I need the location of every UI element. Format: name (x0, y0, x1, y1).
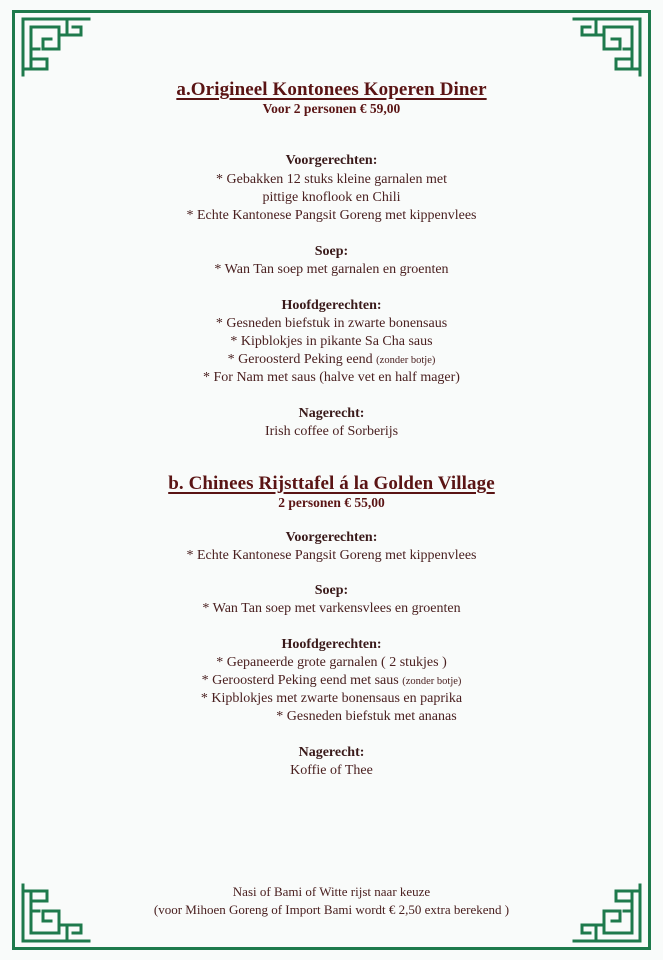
menu-b-voorgerechten-heading: Voorgerechten: (285, 530, 378, 545)
menu-a-voorgerecht-line: * Gebakken 12 stuks kleine garnalen met (216, 172, 447, 187)
menu-b-nagerecht-heading: Nagerecht: (298, 745, 365, 760)
menu-a-hoofdgerecht-text: * Geroosterd Peking eend (227, 352, 373, 367)
menu-b-hoofdgerecht-line (0, 673, 663, 689)
menu-b-hoofdgerecht-text: * Geroosterd Peking eend met saus (201, 673, 399, 688)
menu-a-soep-line: * Wan Tan soep met garnalen en groenten (214, 262, 449, 277)
menu-a-voorgerechten-heading: Voorgerechten: (285, 153, 378, 168)
menu-a-hoofdgerecht-note: (zonder botje) (376, 355, 436, 366)
menu-b-hoofdgerechten-heading: Hoofdgerechten: (281, 637, 382, 652)
menu-a-price: Voor 2 personen € 59,00 (262, 101, 401, 116)
menu-a-title: a.Origineel Kontonees Koperen Diner (176, 79, 487, 100)
menu-a-voorgerecht-line: * Echte Kantonese Pangsit Goreng met kippenvlees (186, 208, 477, 223)
menu-b-hoofdgerecht-line: * Gesneden biefstuk met ananas (276, 709, 457, 724)
menu-a-hoofdgerecht-line: * For Nam met saus (halve vet en half mager) (203, 370, 460, 385)
menu-b-hoofdgerecht-line: * Gepaneerde grote garnalen ( 2 stukjes ) (216, 655, 447, 670)
corner-ornament-top-right (570, 15, 644, 79)
corner-ornament-top-left (19, 15, 93, 79)
menu-a-voorgerecht-line: pittige knoflook en Chili (262, 190, 401, 205)
menu-b-hoofdgerecht-note: (zonder botje) (402, 676, 462, 687)
menu-b-voorgerecht-line: * Echte Kantonese Pangsit Goreng met kippenvlees (186, 548, 477, 563)
menu-a-hoofdgerecht-line: * Kipblokjes in pikante Sa Cha saus (230, 334, 433, 349)
footer-extra-charge: (voor Mihoen Goreng of Import Bami wordt € 2,50 extra berekend ) (153, 902, 510, 917)
menu-b-soep-heading: Soep: (314, 583, 349, 598)
footer-rice-choice: Nasi of Bami of Witte rijst naar keuze (232, 884, 431, 899)
menu-a-hoofdgerecht-line: * Gesneden biefstuk in zwarte bonensaus (215, 316, 448, 331)
menu-b-title: b. Chinees Rijsttafel á la Golden Village (168, 473, 495, 494)
menu-b-nagerecht-line: Koffie of Thee (290, 763, 373, 778)
menu-b-soep-line: * Wan Tan soep met varkensvlees en groenten (202, 601, 461, 616)
menu-a-nagerecht-line: Irish coffee of Sorberijs (264, 424, 399, 439)
menu-b-price: 2 personen € 55,00 (278, 495, 385, 510)
menu-a-soep-heading: Soep: (314, 244, 349, 259)
menu-a-hoofdgerecht-line (0, 352, 663, 368)
menu-a-nagerecht-heading: Nagerecht: (298, 406, 365, 421)
menu-b-hoofdgerecht-line: * Kipblokjes met zwarte bonensaus en paprika (200, 691, 463, 706)
menu-a-hoofdgerechten-heading: Hoofdgerechten: (281, 298, 382, 313)
